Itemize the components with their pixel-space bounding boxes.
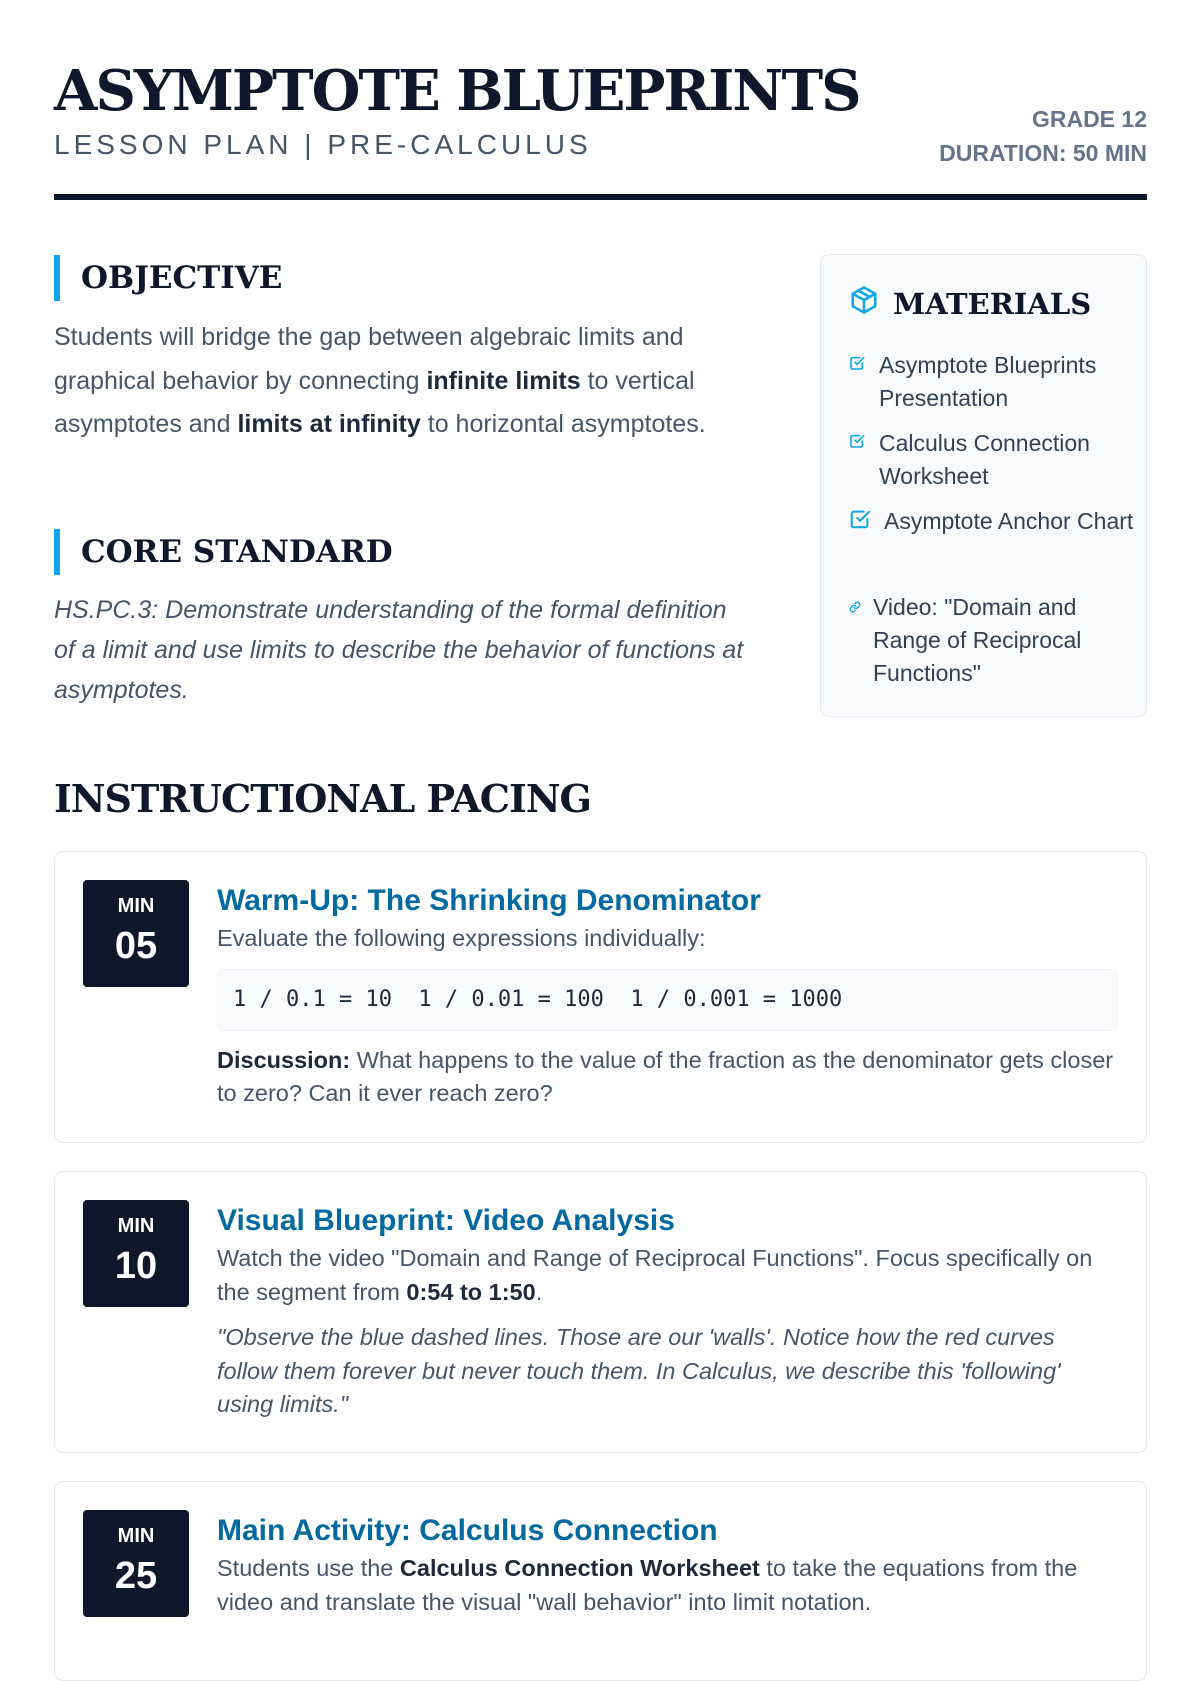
duration-label: DURATION: 50 MIN (939, 140, 1147, 166)
box-icon (849, 285, 879, 322)
materials-item-label: Video: "Domain and Range of Reciprocal Functions" (873, 594, 1082, 686)
pacing-card-warm-up (54, 851, 1147, 1143)
objective-text-part-2: to vertical asymptotes and (54, 366, 695, 438)
discussion-label: Discussion: (217, 1046, 351, 1073)
card-title: Warm-Up: The Shrinking Denominator (217, 884, 761, 917)
minutes-badge-value: 10 (114, 1245, 158, 1287)
card-text-part-2: to take the equations from the video and translate the visual "wall behavior" into limit notation. (217, 1555, 1078, 1615)
code-example: 1 / 0.1 = 10 1 / 0.01 = 100 1 / 0.001 = 1000 (217, 969, 1118, 1031)
card-title: Main Activity: Calculus Connection (217, 1514, 718, 1547)
card-body (217, 1202, 1118, 1422)
teacher-quote: "Observe the blue dashed lines. Those are our 'walls'. Notice how the red curves follow them forever but never touch them. In Calculus, we describe this 'following' using limits." (217, 1324, 1061, 1417)
minutes-badge-label: MIN (117, 895, 155, 917)
materials-item (849, 505, 1134, 538)
materials-item (849, 349, 1134, 415)
card-text (217, 1242, 1118, 1309)
minutes-badge-value: 25 (114, 1555, 158, 1597)
objective-text-part-3: to horizontal asymptotes. (420, 410, 706, 438)
materials-item (849, 591, 1134, 690)
objective-bold-infinite-limits: infinite limits (426, 366, 581, 395)
card-body (217, 1512, 1118, 1619)
check-square-icon (849, 508, 871, 530)
grade-label: GRADE 12 (1031, 106, 1147, 132)
minutes-badge (83, 1200, 189, 1307)
standard-heading: CORE STANDARD (54, 529, 393, 575)
card-text-timestamp: 0:54 to 1:50 (406, 1278, 536, 1305)
minutes-badge-label: MIN (117, 1215, 155, 1237)
objective-heading: OBJECTIVE (54, 255, 282, 301)
card-intro: Evaluate the following expressions individually: (217, 925, 706, 951)
pacing-heading: INSTRUCTIONAL PACING (54, 776, 592, 821)
materials-panel (820, 254, 1147, 717)
materials-item-label: Calculus Connection Worksheet (879, 430, 1090, 489)
check-square-icon (849, 433, 865, 449)
objective-bold-limits-at-infinity: limits at infinity (237, 410, 421, 438)
minutes-badge-label: MIN (117, 1525, 155, 1547)
materials-item-label: Asymptote Blueprints Presentation (879, 352, 1097, 411)
header-divider (54, 194, 1147, 200)
objective-text (54, 316, 774, 447)
page-title: ASYMPTOTE BLUEPRINTS (54, 58, 860, 124)
page-header (54, 56, 1147, 200)
minutes-badge (83, 880, 189, 987)
standard-text: HS.PC.3: Demonstrate understanding of the formal definition of a limit and use limits to describe the behavior of functions at asymptotes. (54, 596, 744, 704)
card-text (217, 1552, 1118, 1619)
objective-text-part-1: Students will bridge the gap between algebraic limits and graphical behavior by connecting (54, 323, 684, 395)
page-subtitle: LESSON PLAN | PRE-CALCULUS (54, 129, 592, 160)
link-icon (849, 601, 861, 613)
minutes-badge-value: 05 (114, 925, 158, 967)
materials-item-label: Asymptote Anchor Chart (884, 508, 1134, 534)
card-text-part-2: . (535, 1278, 543, 1305)
minutes-badge (83, 1510, 189, 1617)
pacing-card-video-analysis (54, 1171, 1147, 1453)
materials-heading: MATERIALS (893, 286, 1092, 321)
card-title: Visual Blueprint: Video Analysis (217, 1204, 675, 1237)
lesson-meta (939, 102, 1147, 170)
materials-heading-row (849, 285, 1091, 322)
discussion-text: What happens to the value of the fraction as the denominator gets closer to zero? Can it ever reach zero? (217, 1046, 1114, 1106)
check-square-icon (849, 355, 865, 371)
card-body (217, 882, 1118, 1111)
card-text-worksheet: Calculus Connection Worksheet (399, 1555, 760, 1581)
card-text-part-1: Watch the video "Domain and Range of Reciprocal Functions". Focus specifically on the segment from (217, 1245, 1093, 1305)
pacing-card-main-activity (54, 1481, 1147, 1681)
materials-item (849, 427, 1134, 493)
card-text-part-1: Students use the (217, 1555, 400, 1581)
card-discussion (217, 1044, 1118, 1111)
